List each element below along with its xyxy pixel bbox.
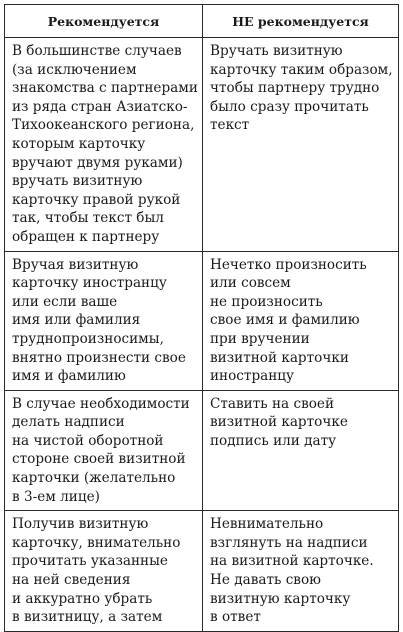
cell-recommended: В большинстве случаев (за исключением знакомства с партнерами из ряда стран Азиатско- Тихоокеанского региона, которым карточку вручают двумя руками) вручать визитную карточку правой рукой так, чтобы текст был обращен к партнеру bbox=[5, 38, 203, 252]
etiquette-table bbox=[4, 4, 399, 632]
cell-not-recommended: Ставить на своей визитной карточке подпись или дату bbox=[203, 390, 399, 511]
cell-recommended: В случае необходимости делать надписи на чистой оборотной стороне своей визитной карточки (желательно в 3-ем лице) bbox=[5, 390, 203, 511]
cell-recommended: Получив визитную карточку, внимательно прочитать указанные на ней сведения и аккуратно убрать в визитницу, а затем bbox=[5, 511, 203, 632]
table-row bbox=[5, 511, 399, 632]
table-row bbox=[5, 38, 399, 252]
header-not-recommended: НЕ рекомендуется bbox=[203, 5, 399, 38]
header-row bbox=[5, 5, 399, 38]
cell-recommended: Вручая визитную карточку иностранцу или если ваше имя или фамилия труднопроизносимы, внятно произнести свое имя и фамилию bbox=[5, 251, 203, 390]
cell-not-recommended: Невнимательно взглянуть на надписи на визитной карточке. Не давать свою визитную карточку в ответ bbox=[203, 511, 399, 632]
table-row bbox=[5, 390, 399, 511]
cell-not-recommended: Вручать визитную карточку таким образом, чтобы партнеру трудно было сразу прочитать текст bbox=[203, 38, 399, 252]
cell-not-recommended: Нечетко произносить или совсем не произносить свое имя и фамилию при вручении визитной карточки иностранцу bbox=[203, 251, 399, 390]
header-recommended: Рекомендуется bbox=[5, 5, 203, 38]
table-row bbox=[5, 251, 399, 390]
